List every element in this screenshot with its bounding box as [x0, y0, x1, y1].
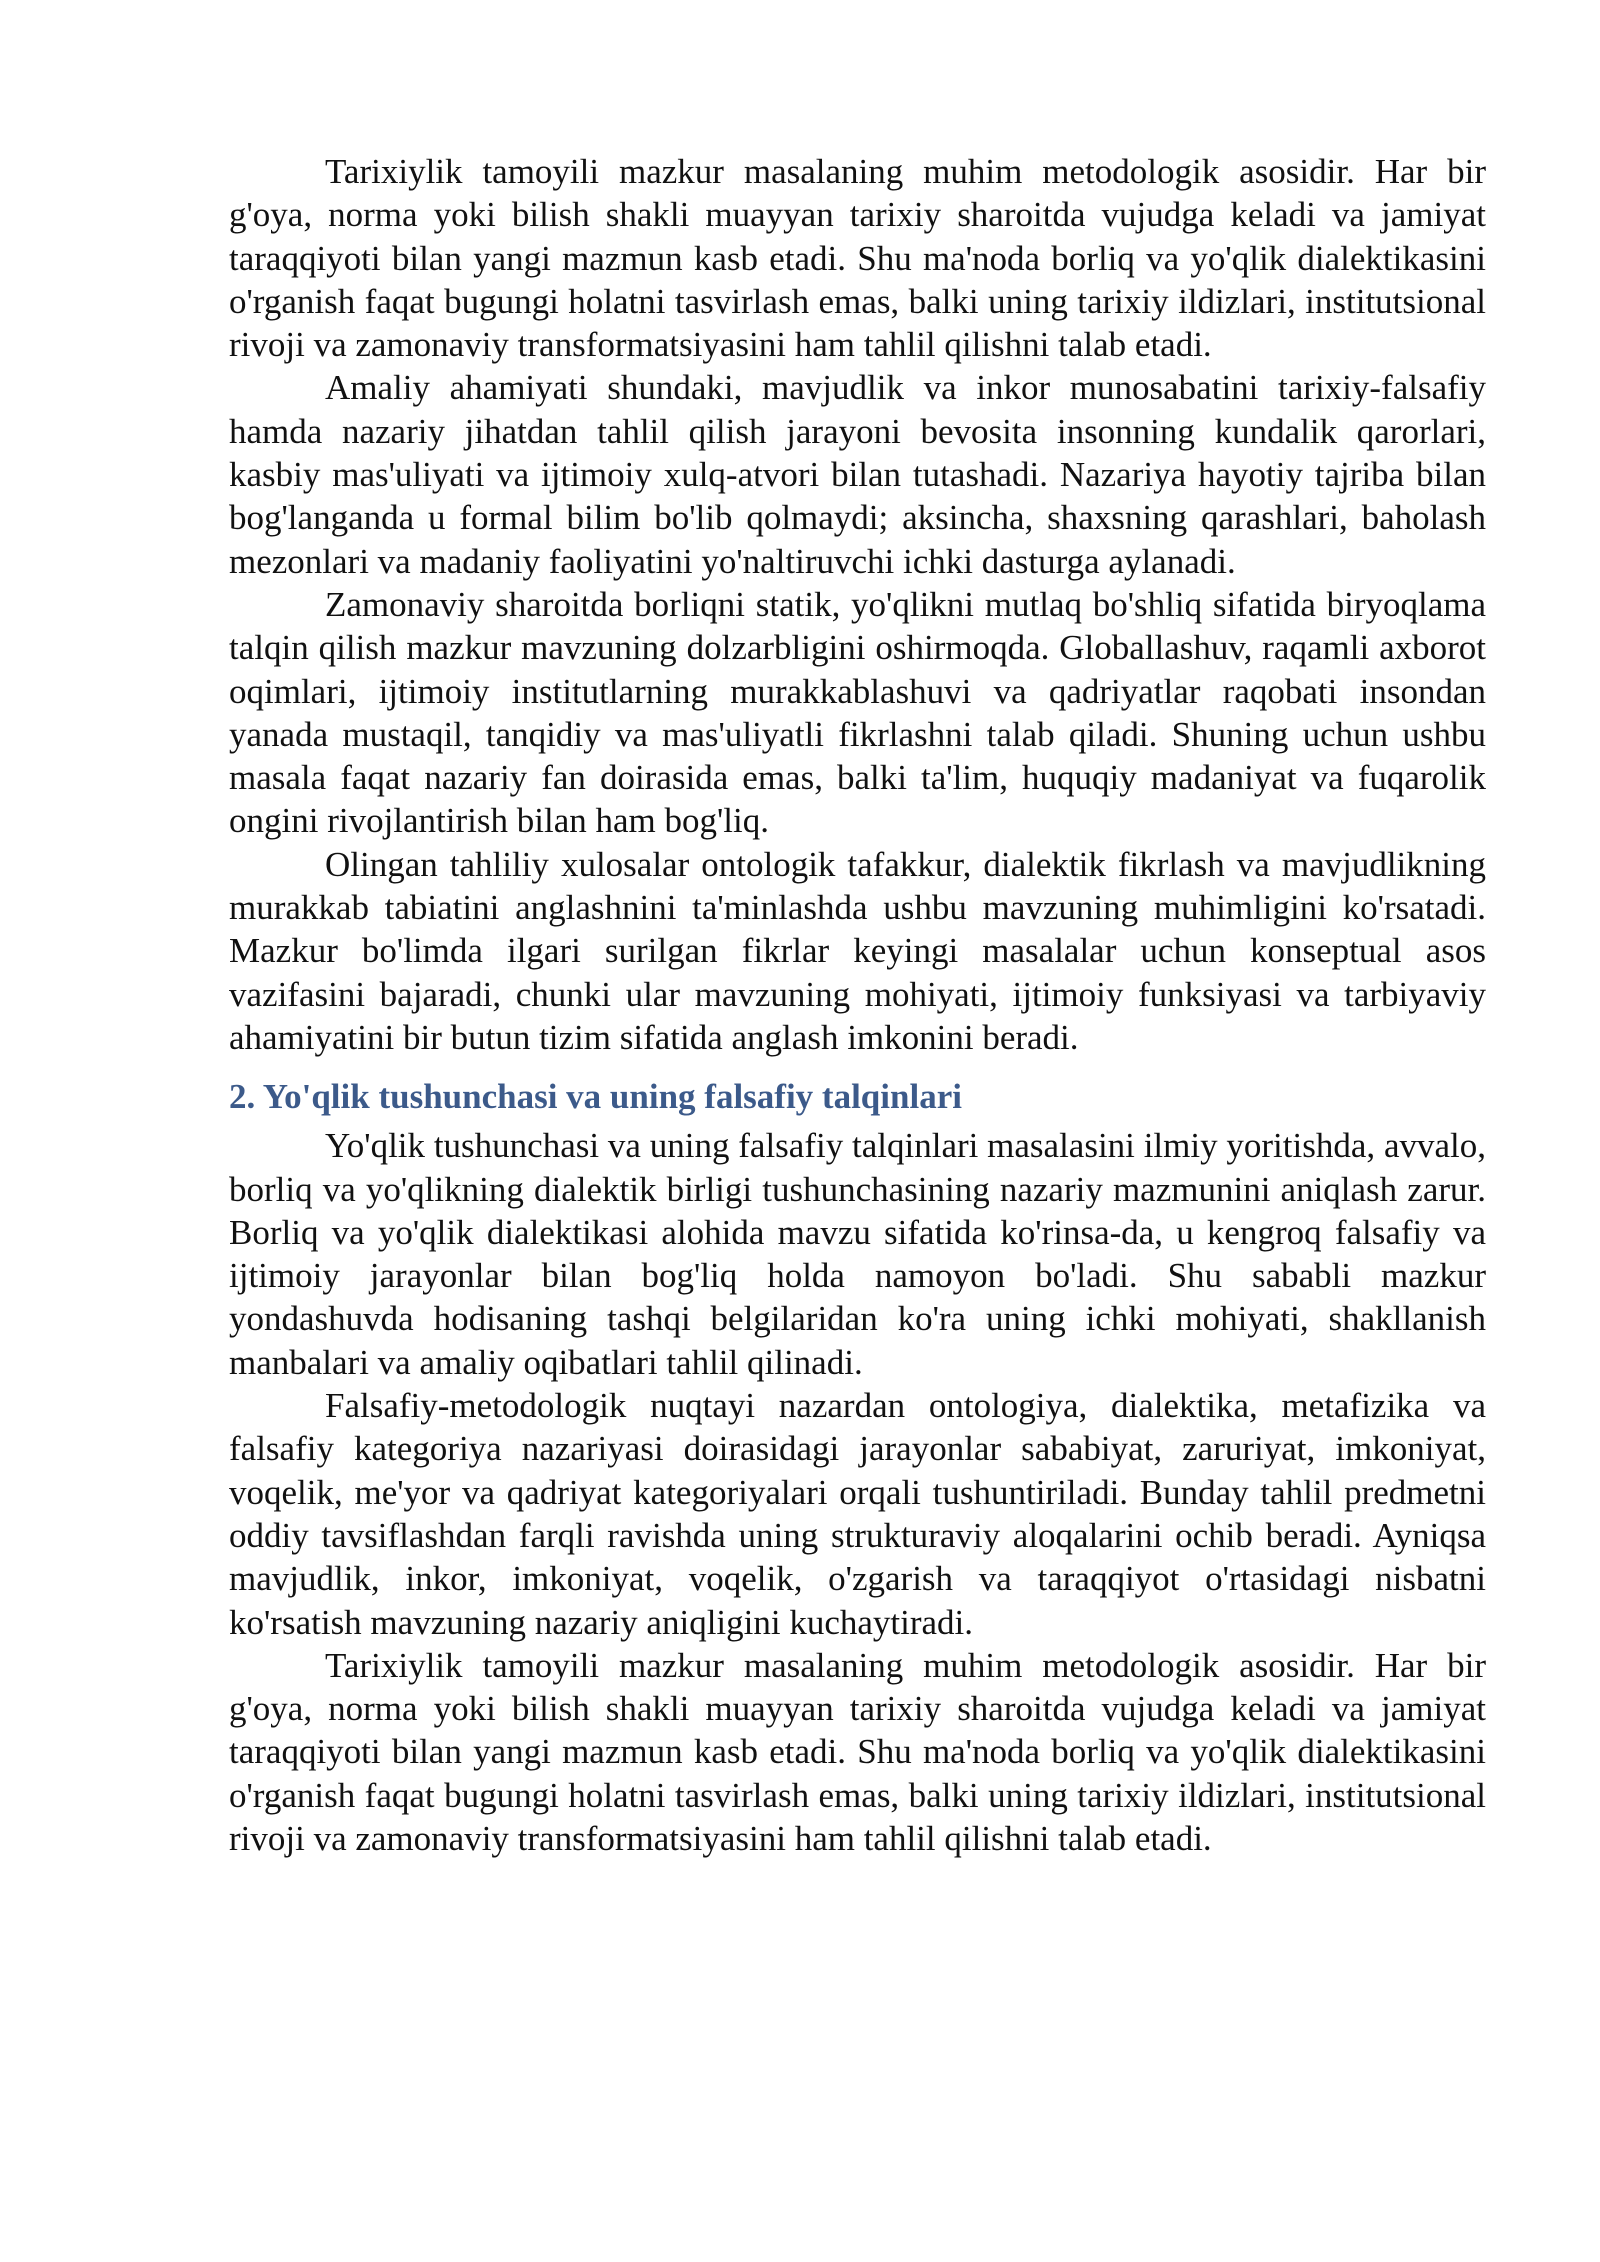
section-heading: 2. Yo'qlik tushunchasi va uning falsafiy talqinlari — [229, 1077, 962, 1117]
document-page — [229, 150, 1486, 1860]
paragraph-historicism-repeat: Tarixiylik tamoyili mazkur masalaning muhim metodologik asosidir. Har bir g'oya, norma yoki bilish shakli muayyan tarixiy sharoitda vujudga keladi va jamiyat taraqqiyoti bilan yangi mazmun kasb etadi. Shu ma'noda borliq va yo'qlik dialektikasini o'rganish faqat bugungi holatni tasvirlash emas, balki uning tarixiy ildizlari, institutsional rivoji va zamonaviy transformatsiyasini ham tahlil qilishni talab etadi. — [229, 1645, 1486, 1858]
paragraph-modern-conditions: Zamonaviy sharoitda borliqni statik, yo'qlikni mutlaq bo'shliq sifatida biryoqlama talqin qilish mazkur mavzuning dolzarbligini oshirmoqda. Globallashuv, raqamli axborot oqimlari, ijtimoiy institutlarning murakkablashuvi va qadriyatlar raqobati insondan yanada mustaqil, tanqidiy va mas'uliyatli fikrlashni talab qiladi. Shuning uchun ushbu masala faqat nazariy fan doirasida emas, balki ta'lim, huquqiy madaniyat va fuqarolik ongini rivojlantirish bilan ham bog'liq. — [229, 584, 1486, 841]
paragraph-conclusions: Olingan tahliliy xulosalar ontologik tafakkur, dialektik fikrlash va mavjudlikning murakkab tabiatini anglashnini ta'minlashda ushbu mavzuning muhimligini ko'rsatadi. Mazkur bo'limda ilgari surilgan fikrlar keyingi masalalar uchun konseptual asos vazifasini bajaradi, chunki ular mavzuning mohiyati, ijtimoiy funksiyasi va tarbiyaviy ahamiyatini bir butun tizim sifatida anglash imkonini beradi. — [229, 844, 1486, 1057]
paragraph-historicism: Tarixiylik tamoyili mazkur masalaning muhim metodologik asosidir. Har bir g'oya, norma yoki bilish shakli muayyan tarixiy sharoitda vujudga keladi va jamiyat taraqqiyoti bilan yangi mazmun kasb etadi. Shu ma'noda borliq va yo'qlik dialektikasini o'rganish faqat bugungi holatni tasvirlash emas, balki uning tarixiy ildizlari, institutsional rivoji va zamonaviy transformatsiyasini ham tahlil qilishni talab etadi. — [229, 152, 1486, 365]
paragraph-nonbeing-concept: Yo'qlik tushunchasi va uning falsafiy talqinlari masalasini ilmiy yoritishda, avvalo, borliq va yo'qlikning dialektik birligi tushunchasining nazariy mazmunini aniqlash zarur. Borliq va yo'qlik dialektikasi alohida mavzu sifatida ko'rinsa-da, u kengroq falsafiy va ijtimoiy jarayonlar bilan bog'liq holda namoyon bo'ladi. Shu sababli mazkur yondashuvda hodisaning tashqi belgilaridan ko'ra uning ichki mohiyati, shakllanish manbalari va amaliy oqibatlari tahlil qilinadi. — [229, 1126, 1486, 1382]
paragraph-methodology: Falsafiy-metodologik nuqtayi nazardan ontologiya, dialektika, metafizika va falsafiy kategoriya nazariyasi doirasidagi jarayonlar sababiyat, zaruriyat, imkoniyat, voqelik, me'yor va qadriyat kategoriyalari orqali tushuntiriladi. Bunday tahlil predmetni oddiy tavsiflashdan farqli ravishda uning strukturaviy aloqalarini ochib beradi. Ayniqsa mavjudlik, inkor, imkoniyat, voqelik, o'zgarish va taraqqiyot o'rtasidagi nisbatni ko'rsatish mavzuning nazariy aniqligini kuchaytiradi. — [229, 1386, 1486, 1642]
paragraph-practical-significance: Amaliy ahamiyati shundaki, mavjudlik va inkor munosabatini tarixiy-falsafiy hamda nazariy jihatdan tahlil qilish jarayoni bevosita insonning kundalik qarorlari, kasbiy mas'uliyati va ijtimoiy xulq-atvori bilan tutashadi. Nazariya hayotiy tajriba bilan bog'langanda u formal bilim bo'lib qolmaydi; aksincha, shaxsning qarashlari, baholash mezonlari va madaniy faoliyatini yo'naltiruvchi ichki dasturga aylanadi. — [229, 368, 1486, 581]
